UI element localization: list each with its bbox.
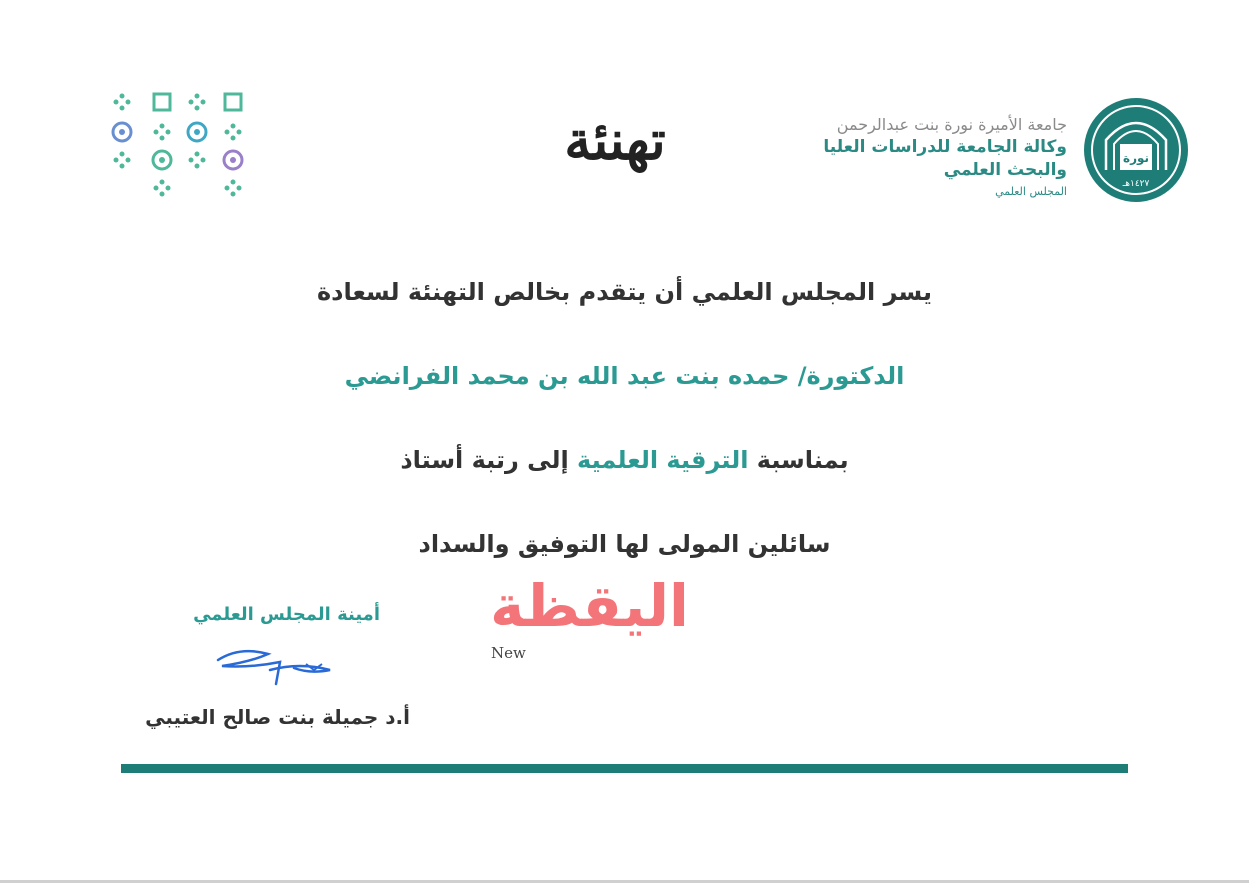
watermark bbox=[487, 570, 697, 670]
occasion-highlight: الترقية العلمية bbox=[577, 446, 749, 474]
deanship-name-cont: والبحث العلمي bbox=[943, 160, 1067, 180]
deanship-name: وكالة الجامعة للدراسات العليا bbox=[823, 137, 1067, 157]
handwritten-signature-icon bbox=[210, 640, 340, 690]
occasion-line bbox=[0, 446, 1249, 474]
occasion-text-start: بمناسبة bbox=[748, 446, 849, 474]
university-name: جامعة الأميرة نورة بنت عبدالرحمن bbox=[836, 115, 1067, 134]
university-seal-icon bbox=[1082, 96, 1190, 204]
seal-text: نورة bbox=[1122, 151, 1150, 165]
recipient-name: الدكتورة/ حمده بنت عبد الله بن محمد الفرانضي bbox=[344, 362, 905, 390]
signatory-title: أمينة المجلس العلمي bbox=[193, 604, 380, 625]
university-name-block bbox=[767, 114, 1067, 202]
watermark-text: اليقظة bbox=[490, 572, 689, 640]
greeting-title: تهنئة bbox=[564, 108, 666, 172]
closing-line: سائلين المولى لها التوفيق والسداد bbox=[418, 530, 831, 558]
vision-2030-pattern-icon bbox=[106, 88, 256, 208]
intro-line: يسر المجلس العلمي أن يتقدم بخالص التهنئة لسعادة bbox=[317, 278, 932, 306]
signatory-name: أ.د جميلة بنت صالح العتيبي bbox=[145, 705, 410, 729]
occasion-text-end: إلى رتبة أستاذ bbox=[400, 446, 578, 474]
seal-year: ١٤٢٧هـ bbox=[1122, 179, 1150, 189]
watermark-subtext: New bbox=[491, 644, 526, 662]
council-name: المجلس العلمي bbox=[995, 185, 1067, 198]
footer-divider bbox=[121, 764, 1128, 773]
